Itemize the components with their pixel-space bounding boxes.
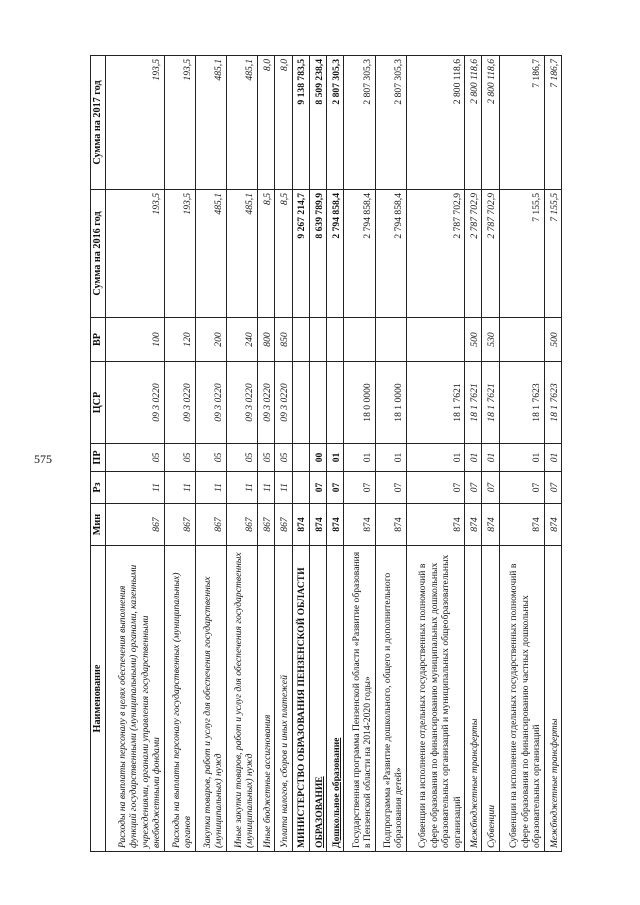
row-min: 874 (309, 504, 326, 546)
row-csr (309, 362, 326, 444)
table-row (375, 56, 406, 852)
table-row (226, 56, 257, 852)
row-csr: 18 1 7621 (482, 362, 499, 444)
row-sum-2017: 2 807 305,3 (375, 56, 406, 190)
row-csr: 09 3 0220 (164, 362, 195, 444)
row-pr: 05 (106, 444, 165, 472)
row-rz: 07 (406, 472, 465, 504)
row-sum-2016: 2 787 702,9 (406, 190, 465, 318)
row-vr: 500 (465, 318, 482, 362)
row-sum-2017: 7 186,7 (499, 56, 544, 190)
row-sum-2017: 8,0 (275, 56, 292, 190)
row-sum-2017: 8,0 (257, 56, 274, 190)
row-csr: 09 3 0220 (275, 362, 292, 444)
row-rz: 11 (257, 472, 274, 504)
row-rz: 07 (465, 472, 482, 504)
row-rz: 11 (226, 472, 257, 504)
row-sum-2016: 7 155,5 (544, 190, 561, 318)
row-csr: 18 1 7623 (544, 362, 561, 444)
rotated-page-content (90, 56, 562, 852)
row-sum-2017: 193,5 (164, 56, 195, 190)
row-rz: 07 (499, 472, 544, 504)
row-vr (375, 318, 406, 362)
table-row (327, 56, 344, 852)
table-body (106, 56, 562, 852)
row-sum-2016: 193,5 (164, 190, 195, 318)
row-sum-2016: 2 794 858,4 (344, 190, 375, 318)
row-sum-2017: 485,1 (226, 56, 257, 190)
row-vr (406, 318, 465, 362)
row-pr: 01 (375, 444, 406, 472)
row-csr: 18 1 0000 (375, 362, 406, 444)
header-csr: ЦСР (91, 362, 106, 444)
row-name: Субвенции (482, 546, 499, 852)
row-sum-2017: 7 186,7 (544, 56, 561, 190)
row-vr: 800 (257, 318, 274, 362)
row-name: Субвенции на исполнение отдельных государственных полномочий в сфере образования по финансированию частных дошкольных образовательных организаций (499, 546, 544, 852)
row-vr (292, 318, 309, 362)
table-row (106, 56, 165, 852)
row-min: 874 (406, 504, 465, 546)
row-min: 874 (499, 504, 544, 546)
table-row (309, 56, 326, 852)
row-rz: 11 (275, 472, 292, 504)
table-row (344, 56, 375, 852)
row-vr: 500 (544, 318, 561, 362)
row-csr: 09 3 0220 (195, 362, 226, 444)
row-rz: 11 (106, 472, 165, 504)
table-row (292, 56, 309, 852)
table-row (499, 56, 544, 852)
row-min: 867 (257, 504, 274, 546)
row-sum-2017: 2 800 118,6 (465, 56, 482, 190)
row-csr: 18 1 7621 (406, 362, 465, 444)
row-sum-2017: 2 800 118,6 (406, 56, 465, 190)
row-rz: 07 (344, 472, 375, 504)
table-row (275, 56, 292, 852)
row-sum-2016: 485,1 (226, 190, 257, 318)
row-csr: 09 3 0220 (106, 362, 165, 444)
row-pr: 01 (344, 444, 375, 472)
row-rz: 11 (195, 472, 226, 504)
row-sum-2016: 9 267 214,7 (292, 190, 309, 318)
row-min: 867 (226, 504, 257, 546)
row-sum-2016: 8,5 (275, 190, 292, 318)
row-name: Расходы на выплаты персоналу государственных (муниципальных) органов (164, 546, 195, 852)
row-min: 874 (327, 504, 344, 546)
row-min: 867 (164, 504, 195, 546)
row-csr: 18 1 7623 (499, 362, 544, 444)
row-sum-2016: 7 155,5 (499, 190, 544, 318)
row-pr: 05 (164, 444, 195, 472)
row-name: ОБРАЗОВАНИЕ (309, 546, 326, 852)
row-pr: 01 (406, 444, 465, 472)
header-min: Мин (91, 504, 106, 546)
row-sum-2016: 2 794 858,4 (375, 190, 406, 318)
row-vr: 240 (226, 318, 257, 362)
row-csr: 18 1 7621 (465, 362, 482, 444)
header-rz: Рз (91, 472, 106, 504)
row-vr: 200 (195, 318, 226, 362)
row-name: Межбюджетные трансферты (544, 546, 561, 852)
row-min: 874 (292, 504, 309, 546)
row-pr: 00 (309, 444, 326, 472)
row-vr (344, 318, 375, 362)
row-pr: 01 (499, 444, 544, 472)
row-sum-2017: 193,5 (106, 56, 165, 190)
row-name: Иные бюджетные ассигнования (257, 546, 274, 852)
row-vr (327, 318, 344, 362)
row-name: Расходы на выплаты персоналу в целях обеспечения выполнения функций государственными (муниципальными) органами, казенными учреждениями, органами управления государственными внебюджетными фондами (106, 546, 165, 852)
header-sum-2016: Сумма на 2016 год (91, 190, 106, 318)
table-row (164, 56, 195, 852)
row-sum-2016: 2 787 702,9 (465, 190, 482, 318)
row-rz: 07 (375, 472, 406, 504)
row-pr: 05 (226, 444, 257, 472)
row-rz: 11 (164, 472, 195, 504)
row-min: 867 (106, 504, 165, 546)
row-min: 874 (482, 504, 499, 546)
row-sum-2016: 2 794 858,4 (327, 190, 344, 318)
budget-table (90, 55, 562, 852)
row-sum-2017: 485,1 (195, 56, 226, 190)
row-vr: 120 (164, 318, 195, 362)
table-header-row (91, 56, 106, 852)
header-sum-2017: Сумма на 2017 год (91, 56, 106, 190)
row-min: 874 (375, 504, 406, 546)
row-rz: 07 (482, 472, 499, 504)
row-name: Субвенции на исполнение отдельных государственных полномочий в сфере образования по финансированию муниципальных дошкольных образовательных организаций и муниципальных общеобразовательных организаций (406, 546, 465, 852)
row-min: 867 (275, 504, 292, 546)
header-pr: ПР (91, 444, 106, 472)
table-row (482, 56, 499, 852)
row-sum-2017: 2 800 118,6 (482, 56, 499, 190)
row-name: Межбюджетные трансферты (465, 546, 482, 852)
table-row (195, 56, 226, 852)
page-number: 575 (34, 452, 52, 466)
row-vr: 100 (106, 318, 165, 362)
row-sum-2016: 8,5 (257, 190, 274, 318)
row-min: 874 (344, 504, 375, 546)
row-sum-2017: 8 509 238,4 (309, 56, 326, 190)
row-sum-2016: 485,1 (195, 190, 226, 318)
row-csr (292, 362, 309, 444)
row-name: Государственная программа Пензенской области «Развитие образования в Пензенской области на 2014-2020 годы» (344, 546, 375, 852)
row-pr: 01 (482, 444, 499, 472)
row-sum-2017: 2 807 305,3 (344, 56, 375, 190)
row-csr: 09 3 0220 (257, 362, 274, 444)
header-name: Наименование (91, 546, 106, 852)
row-pr: 05 (195, 444, 226, 472)
row-pr: 01 (465, 444, 482, 472)
row-min: 874 (544, 504, 561, 546)
row-vr (309, 318, 326, 362)
row-csr (327, 362, 344, 444)
row-min: 874 (465, 504, 482, 546)
row-pr: 01 (544, 444, 561, 472)
row-sum-2016: 8 639 789,9 (309, 190, 326, 318)
row-pr: 01 (327, 444, 344, 472)
header-vr: ВР (91, 318, 106, 362)
row-vr: 530 (482, 318, 499, 362)
row-name: Уплата налогов, сборов и иных платежей (275, 546, 292, 852)
row-vr (499, 318, 544, 362)
row-csr: 09 3 0220 (226, 362, 257, 444)
row-name: МИНИСТЕРСТВО ОБРАЗОВАНИЯ ПЕНЗЕНСКОЙ ОБЛАСТИ (292, 546, 309, 852)
row-pr (292, 444, 309, 472)
row-rz: 07 (309, 472, 326, 504)
row-pr: 05 (257, 444, 274, 472)
row-sum-2017: 2 807 305,3 (327, 56, 344, 190)
row-name: Дошкольное образование (327, 546, 344, 852)
row-sum-2016: 193,5 (106, 190, 165, 318)
row-name: Подпрограмма «Развитие дошкольного, общего и дополнительного образования детей» (375, 546, 406, 852)
table-row (465, 56, 482, 852)
row-min: 867 (195, 504, 226, 546)
row-rz (292, 472, 309, 504)
row-vr: 850 (275, 318, 292, 362)
table-row (544, 56, 561, 852)
row-csr: 18 0 0000 (344, 362, 375, 444)
row-sum-2016: 2 787 702,9 (482, 190, 499, 318)
row-rz: 07 (327, 472, 344, 504)
table-row (406, 56, 465, 852)
table-row (257, 56, 274, 852)
row-name: Закупка товаров, работ и услуг для обеспечения государственных (муниципальных) нужд (195, 546, 226, 852)
row-pr: 05 (275, 444, 292, 472)
row-sum-2017: 9 138 783,5 (292, 56, 309, 190)
row-rz: 07 (544, 472, 561, 504)
row-name: Иные закупки товаров, работ и услуг для обеспечения государственных (муниципальных) нужд (226, 546, 257, 852)
